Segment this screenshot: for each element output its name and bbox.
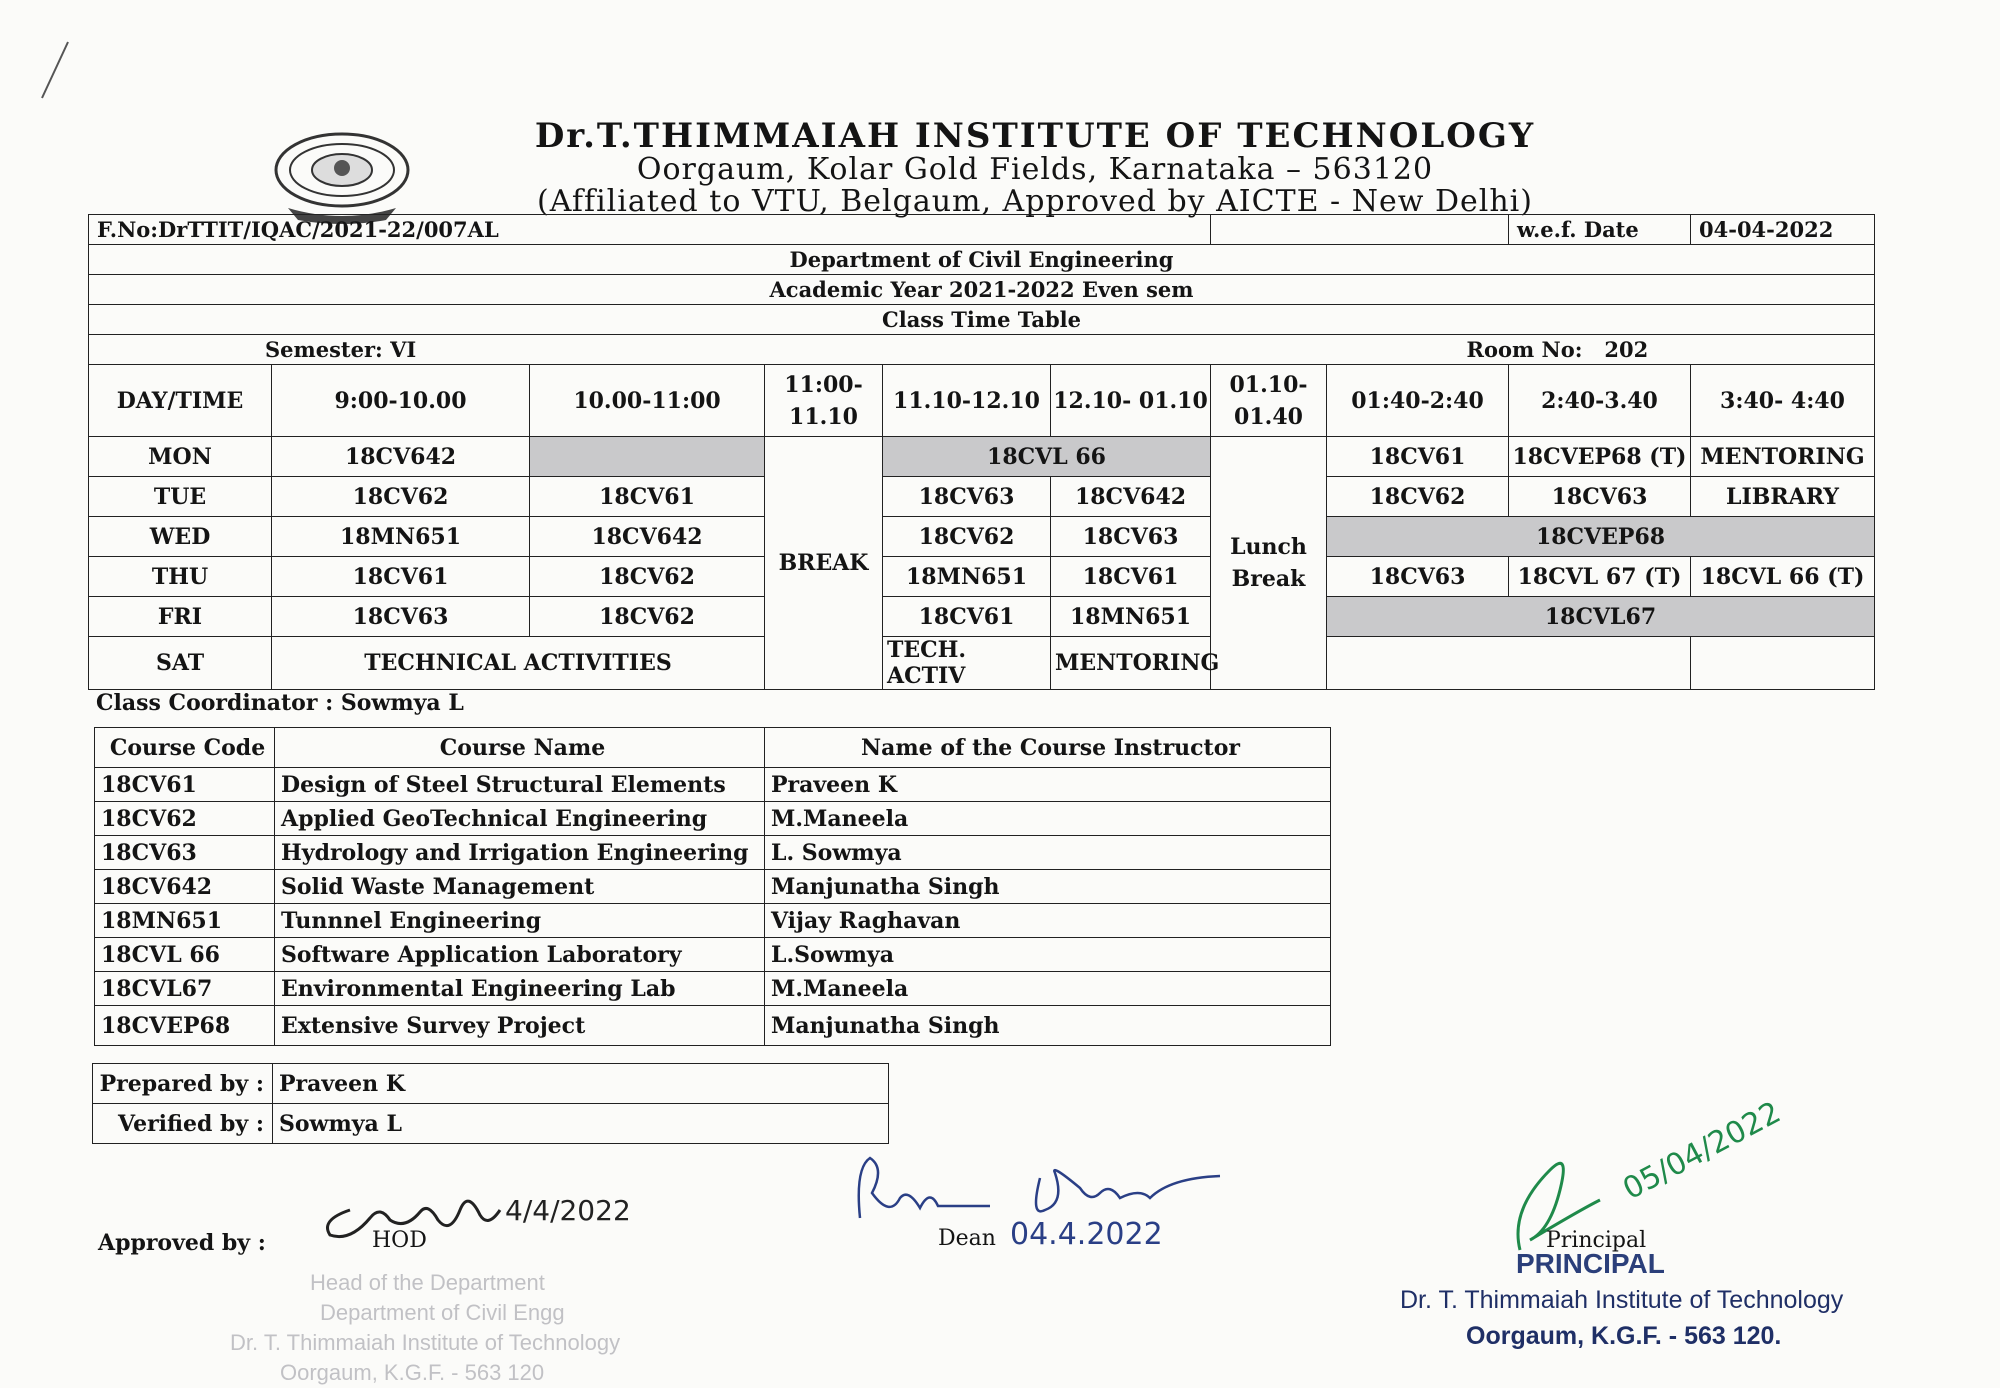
cell: MENTORING: [1051, 637, 1211, 690]
principal-signature: [1490, 1090, 1830, 1260]
course-instructor: Vijay Raghavan: [765, 904, 1331, 938]
hod-stamp: Head of the Department Department of Civil Engg Dr. T. Thimmaiah Institute of Technology Oorgaum, K.G.F. - 563 120: [230, 1270, 621, 1385]
principal-label: Principal: [1546, 1228, 1647, 1253]
header-slot-1: 9:00-10.00: [272, 365, 530, 437]
table-row: [95, 938, 1331, 972]
verified-value: Sowmya L: [273, 1104, 889, 1144]
course-name: Extensive Survey Project: [275, 1006, 765, 1046]
header-course-name: Course Name: [275, 728, 765, 768]
principal-stamp-title: PRINCIPAL: [1516, 1248, 1665, 1279]
lab-cell: 18CVL 66: [883, 437, 1211, 477]
day-cell: SAT: [89, 637, 272, 690]
cell: 18CV63: [1327, 557, 1509, 597]
principal-signature-date: 05/04/2022: [1617, 1094, 1787, 1208]
course-instructor: Praveen K: [765, 768, 1331, 802]
table-row: [95, 1006, 1331, 1046]
day-cell: FRI: [89, 597, 272, 637]
cell: 18CV62: [530, 597, 765, 637]
prepared-verified-table: [92, 1063, 888, 1144]
cell: 18CV61: [1327, 437, 1509, 477]
cell: 18CV62: [272, 477, 530, 517]
institute-name: Dr.T.THIMMAIAH INSTITUTE OF TECHNOLOGY: [534, 116, 1536, 156]
meta-blank: [1211, 215, 1509, 245]
course-code: 18CVL 66: [95, 938, 275, 972]
day-cell: TUE: [89, 477, 272, 517]
cell: TECH. ACTIV: [883, 637, 1051, 690]
cell: 18CV642: [272, 437, 530, 477]
department: Department of Civil Engineering: [89, 245, 1875, 275]
table-row: [95, 972, 1331, 1006]
header-slot-2: 10.00-11:00: [530, 365, 765, 437]
course-code: 18CVEP68: [95, 1006, 275, 1046]
prepared-label: Prepared by :: [93, 1064, 273, 1104]
header-slot-6: 01:40-2:40: [1327, 365, 1509, 437]
class-time-table: [88, 214, 1874, 690]
table-row: [95, 836, 1331, 870]
course-instructor: Manjunatha Singh: [765, 1006, 1331, 1046]
cell-empty: [1691, 637, 1875, 690]
course-code: 18CVL67: [95, 972, 275, 1006]
cell: TECHNICAL ACTIVITIES: [272, 637, 765, 690]
course-code: 18CV62: [95, 802, 275, 836]
institute-affiliation: (Affiliated to VTU, Belgaum, Approved by AICTE - New Delhi): [537, 184, 1533, 219]
table-row: [95, 768, 1331, 802]
header-slot-7: 2:40-3.40: [1509, 365, 1691, 437]
table-row: [95, 870, 1331, 904]
lab-cell: 18CVEP68: [1327, 517, 1875, 557]
table-title: Class Time Table: [89, 305, 1875, 335]
cell-shaded: [530, 437, 765, 477]
course-code: 18CV642: [95, 870, 275, 904]
class-coordinator: Class Coordinator : Sowmya L: [96, 690, 464, 716]
course-instructor: M.Maneela: [765, 802, 1331, 836]
day-cell: MON: [89, 437, 272, 477]
cell: 18MN651: [272, 517, 530, 557]
principal-stamp-institute: Dr. T. Thimmaiah Institute of Technology: [1400, 1286, 1844, 1314]
course-table: [94, 727, 1330, 1046]
cell: 18CV62: [530, 557, 765, 597]
cell: 18CV61: [530, 477, 765, 517]
header-lunch-slot: 01.10- 01.40: [1211, 365, 1327, 437]
lunch-break-cell: Lunch Break: [1211, 437, 1327, 690]
institute-address: Oorgaum, Kolar Gold Fields, Karnataka – 563120: [636, 152, 1434, 187]
table-row-thu: [89, 557, 1875, 597]
header-slot-3: 11.10-12.10: [883, 365, 1051, 437]
course-code: 18CV63: [95, 836, 275, 870]
table-row-sat: [89, 637, 1875, 690]
cell: 18CV62: [883, 517, 1051, 557]
dean-signature-date: 04.4.2022: [1010, 1217, 1163, 1248]
cell: 18CVL 66 (T): [1691, 557, 1875, 597]
course-name: Hydrology and Irrigation Engineering: [275, 836, 765, 870]
semester-room-gap: [765, 335, 1327, 365]
file-number: F.No:DrTTIT/IQAC/2021-22/007AL: [89, 215, 1211, 245]
prepared-row: [93, 1064, 889, 1104]
header-slot-8: 3:40- 4:40: [1691, 365, 1875, 437]
semester-room-row: [89, 335, 1875, 365]
cell: 18CV61: [272, 557, 530, 597]
pen-mark: [38, 40, 72, 100]
cell: 18CVEP68 (T): [1509, 437, 1691, 477]
break-cell: BREAK: [765, 437, 883, 690]
header-break-slot: 11:00- 11.10: [765, 365, 883, 437]
dean-signature: [850, 1148, 1250, 1248]
letterhead: [270, 118, 1650, 218]
table-row: [95, 802, 1331, 836]
cell: LIBRARY: [1691, 477, 1875, 517]
meta-row: [89, 215, 1875, 245]
cell: 18CV63: [272, 597, 530, 637]
approved-by-label: Approved by :: [98, 1230, 266, 1256]
course-instructor: M.Maneela: [765, 972, 1331, 1006]
day-cell: WED: [89, 517, 272, 557]
course-name: Solid Waste Management: [275, 870, 765, 904]
course-name: Tunnnel Engineering: [275, 904, 765, 938]
course-instructor: L.Sowmya: [765, 938, 1331, 972]
course-code: 18CV61: [95, 768, 275, 802]
cell-empty: [1327, 637, 1691, 690]
cell: MENTORING: [1691, 437, 1875, 477]
principal-stamp-address: Oorgaum, K.G.F. - 563 120.: [1466, 1322, 1782, 1350]
course-name: Environmental Engineering Lab: [275, 972, 765, 1006]
lab-cell: 18CVL67: [1327, 597, 1875, 637]
course-instructor: L. Sowmya: [765, 836, 1331, 870]
cell: 18CV63: [883, 477, 1051, 517]
course-name: Software Application Laboratory: [275, 938, 765, 972]
time-header-row: [89, 365, 1875, 437]
table-row: [95, 904, 1331, 938]
cell: 18MN651: [1051, 597, 1211, 637]
table-row-mon: [89, 437, 1875, 477]
wef-label: w.e.f. Date: [1509, 215, 1691, 245]
course-header-row: [95, 728, 1331, 768]
institute-seal-logo: [270, 128, 415, 224]
cell: 18CV63: [1051, 517, 1211, 557]
cell: 18MN651: [883, 557, 1051, 597]
course-code: 18MN651: [95, 904, 275, 938]
cell: 18CV642: [530, 517, 765, 557]
cell: 18CV61: [883, 597, 1051, 637]
verified-label: Verified by :: [93, 1104, 273, 1144]
cell: 18CV63: [1509, 477, 1691, 517]
header-course-code: Course Code: [95, 728, 275, 768]
hod-signature: [310, 1180, 690, 1250]
course-name: Applied GeoTechnical Engineering: [275, 802, 765, 836]
course-instructor: Manjunatha Singh: [765, 870, 1331, 904]
cell: 18CVL 67 (T): [1509, 557, 1691, 597]
verified-row: [93, 1104, 889, 1144]
semester: Semester: VI: [89, 335, 765, 365]
header-day-time: DAY/TIME: [89, 365, 272, 437]
cell: 18CV61: [1051, 557, 1211, 597]
room-value: 202: [1604, 337, 1649, 362]
table-row-fri: [89, 597, 1875, 637]
room-number: [1327, 335, 1875, 365]
room-label: Room No:: [1466, 337, 1583, 362]
header-slot-4: 12.10- 01.10: [1051, 365, 1211, 437]
academic-year: Academic Year 2021-2022 Even sem: [89, 275, 1875, 305]
hod-label: HOD: [372, 1228, 427, 1253]
header-instructor: Name of the Course Instructor: [765, 728, 1331, 768]
day-cell: THU: [89, 557, 272, 597]
table-row-wed: [89, 517, 1875, 557]
course-name: Design of Steel Structural Elements: [275, 768, 765, 802]
wef-date: 04-04-2022: [1691, 215, 1875, 245]
prepared-value: Praveen K: [273, 1064, 889, 1104]
dean-label: Dean: [938, 1226, 996, 1251]
hod-signature-date: 4/4/2022: [505, 1194, 631, 1227]
table-row-tue: [89, 477, 1875, 517]
cell: 18CV62: [1327, 477, 1509, 517]
cell: 18CV642: [1051, 477, 1211, 517]
